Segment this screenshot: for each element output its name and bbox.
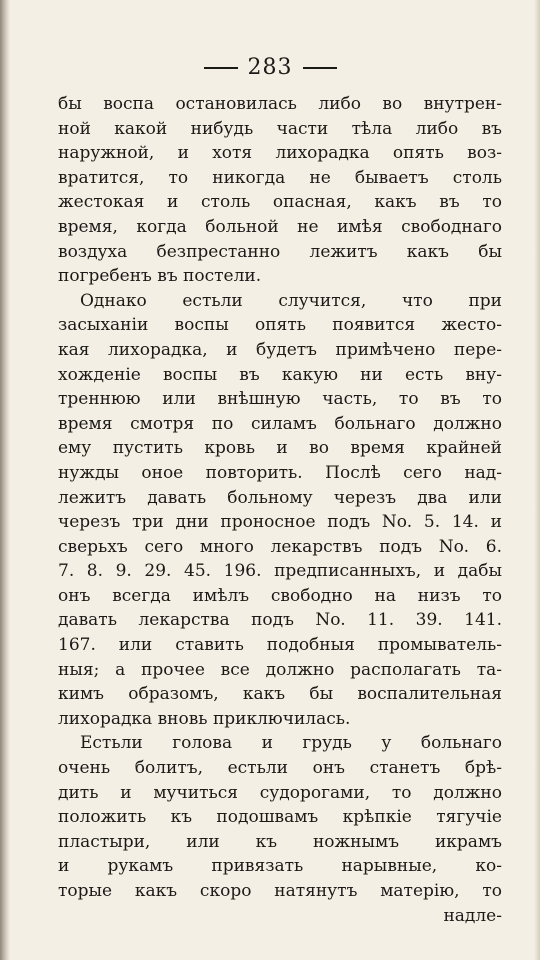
body-text [58, 92, 502, 928]
text-line: онъ всегда имѣлъ свободно на низъ то [58, 585, 502, 606]
catchword: надле- [443, 905, 502, 926]
text-line: вратится, то никогда не бываетъ столь [58, 167, 502, 188]
text-line: сверьхъ сего много лекарствъ подъ No. 6. [58, 536, 502, 557]
text-line: лихорадка вновь приключилась. [58, 708, 351, 729]
header-dash-left [204, 67, 238, 69]
text-line: ныя; а прочее все должно располагать та- [58, 659, 502, 680]
text-line: 7. 8. 9. 29. 45. 196. предписанныхъ, и дабы [58, 561, 502, 582]
paragraph-first-line: Естьли голова и грудь у больнаго [80, 733, 502, 754]
text-line: нужды оное повторить. Послѣ сего над- [58, 462, 502, 483]
text-line: треннюю или внѣшную часть, то въ то [58, 389, 502, 410]
text-line: ему пустить кровь и во время крайней [58, 438, 502, 459]
page-edge-left [0, 0, 10, 960]
header-dash-right [303, 67, 337, 69]
paragraph-first-line: Однако естьли случится, что при [80, 290, 502, 311]
text-line: торые какъ скоро натянутъ матерiю, то [58, 881, 502, 901]
page-edge-right [534, 0, 540, 960]
text-line: черезъ три дни проносное подъ No. 5. 14. и [58, 512, 502, 533]
text-line: воздуха безпрестанно лежитъ какъ бы [58, 241, 502, 262]
text-line: и рукамъ привязать нарывные, ко- [58, 856, 502, 877]
text-line: лежитъ давать больному черезъ два или [58, 487, 502, 508]
text-line: кимъ образомъ, какъ бы воспалительная [58, 684, 502, 705]
page-number: 283 [247, 55, 293, 80]
text-line: хожденiе воспы въ какую ни есть вну- [58, 364, 502, 385]
text-line: время, когда больной не имѣя свободнаго [58, 216, 502, 237]
text-line: ной какой нибудь части тѣла либо въ [58, 118, 502, 139]
text-line: жестокая и столь опасная, какъ въ то [58, 192, 502, 213]
text-line: бы воспа остановилась либо во внутрен- [58, 94, 502, 114]
text-line: наружной, и хотя лихорадка опять воз- [58, 143, 502, 164]
text-line: 167. или ставить подобныя промыватель- [58, 635, 502, 656]
text-line: дить и мучиться судорогами, то должно [58, 782, 502, 803]
text-line: погребенъ въ постели. [58, 266, 262, 287]
text-line: кая лихорадка, и будетъ примѣчено пере- [58, 339, 502, 360]
text-line: очень болитъ, естьли онъ станетъ брѣ- [58, 758, 502, 779]
text-line: давать лекарства подъ No. 11. 39. 141. [58, 610, 502, 631]
text-line: время смотря по силамъ больнаго должно [58, 413, 502, 434]
text-line: засыханiи воспы опять появится жесто- [58, 315, 502, 336]
text-line: положить къ подошвамъ крѣпкiе тягучiе [58, 807, 502, 828]
page-number-header [0, 55, 540, 80]
text-line: пластыри, или къ ножнымъ икрамъ [58, 831, 502, 852]
